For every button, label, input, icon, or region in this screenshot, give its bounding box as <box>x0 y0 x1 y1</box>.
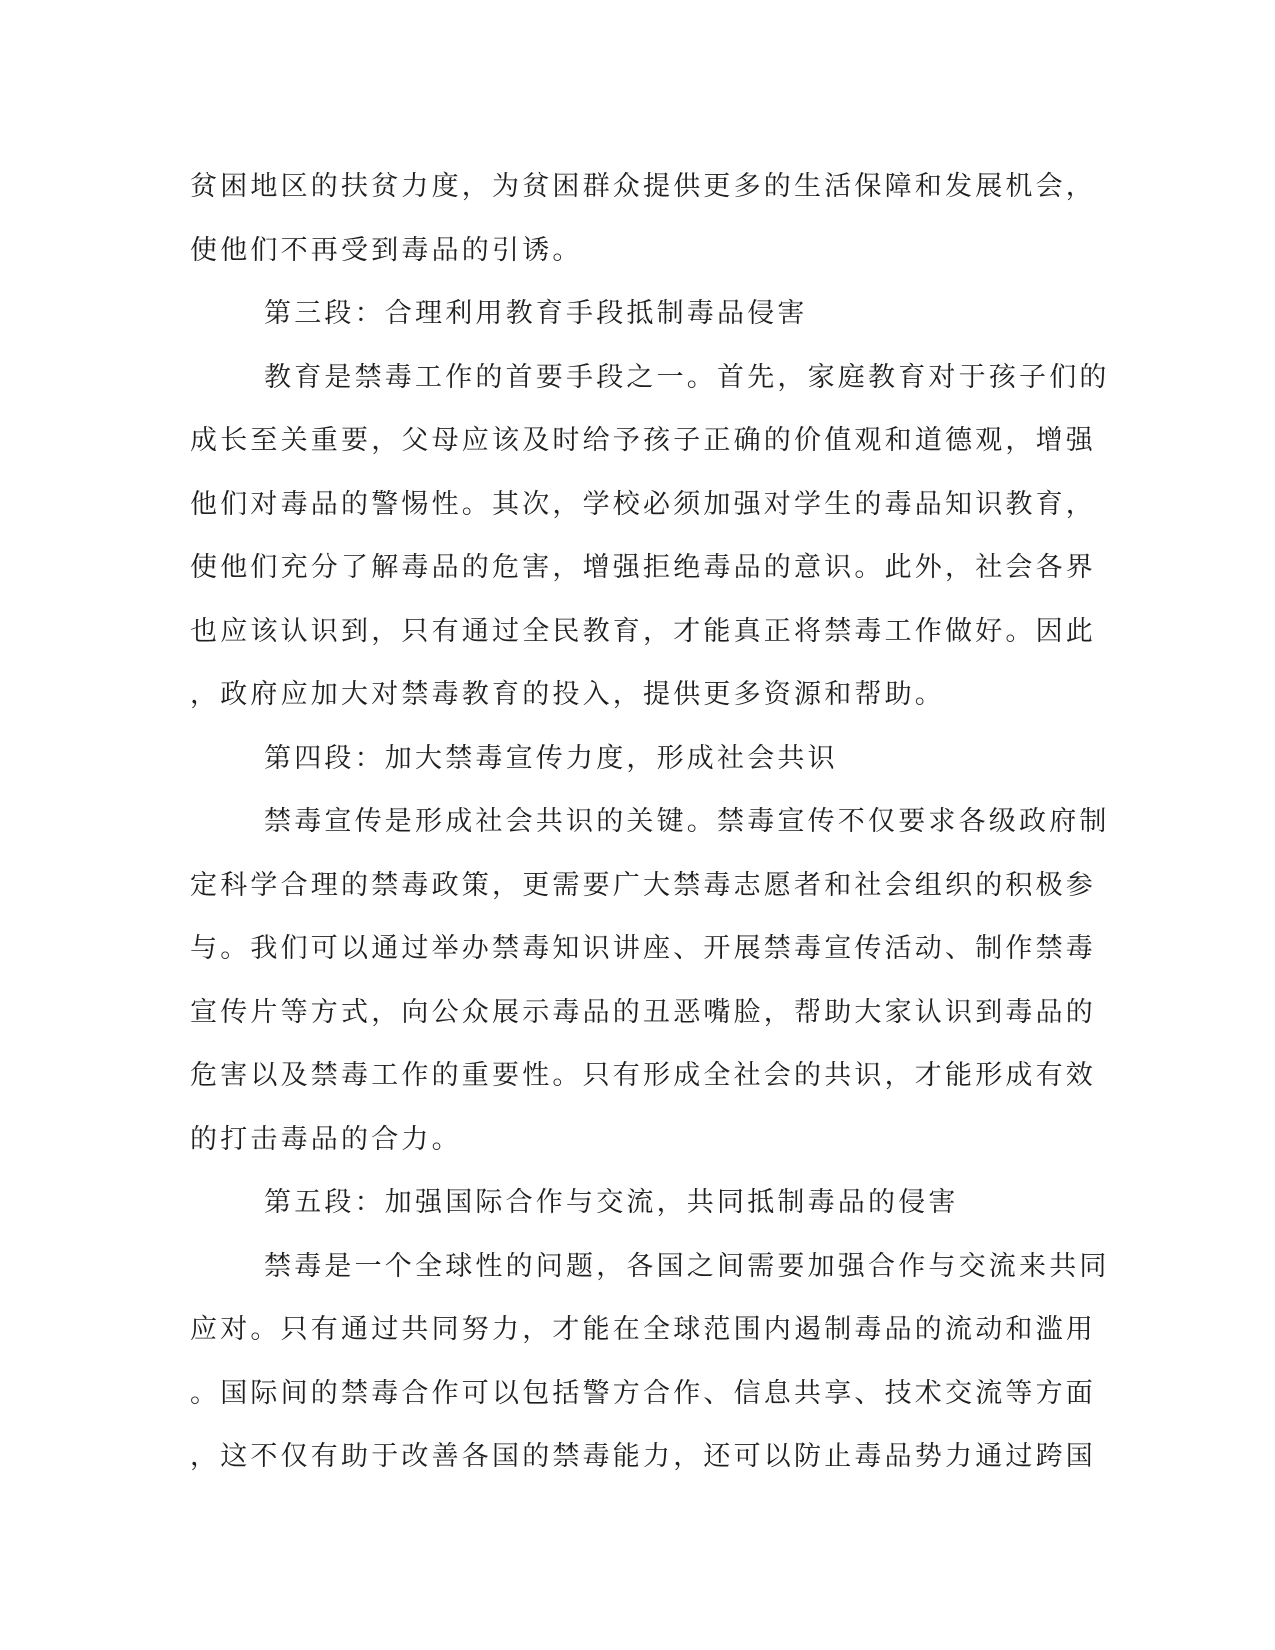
text-line: 的打击毒品的合力。 <box>190 1123 462 1155</box>
text-line: 定科学合理的禁毒政策，更需要广大禁毒志愿者和社会组织的积极参 <box>190 869 1096 901</box>
text-line: 教育是禁毒工作的首要手段之一。首先，家庭教育对于孩子们的 <box>264 361 1110 393</box>
section-heading: 第三段：合理利用教育手段抵制毒品侵害 <box>264 298 808 329</box>
text-line: ，政府应加大对禁毒教育的投入，提供更多资源和帮助。 <box>190 679 945 710</box>
text-line: 禁毒是一个全球性的问题，各国之间需要加强合作与交流来共同 <box>264 1250 1110 1282</box>
text-line: 他们对毒品的警惕性。其次，学校必须加强对学生的毒品知识教育， <box>190 488 1096 520</box>
section-heading: 第四段：加大禁毒宣传力度，形成社会共识 <box>264 742 838 774</box>
document-body <box>190 155 1110 1489</box>
text-line: 与。我们可以通过举办禁毒知识讲座、开展禁毒宣传活动、制作禁毒 <box>190 933 1096 964</box>
text-line: 贫困地区的扶贫力度，为贫困群众提供更多的生活保障和发展机会， <box>190 171 1096 202</box>
text-line: 应对。只有通过共同努力，才能在全球范围内遏制毒品的流动和滥用 <box>190 1314 1096 1345</box>
text-line: 使他们不再受到毒品的引诱。 <box>190 234 583 266</box>
text-line: 也应该认识到，只有通过全民教育，才能真正将禁毒工作做好。因此 <box>190 615 1096 647</box>
text-line: 禁毒宣传是形成社会共识的关键。禁毒宣传不仅要求各级政府制 <box>264 806 1110 837</box>
section-heading: 第五段：加强国际合作与交流，共同抵制毒品的侵害 <box>264 1187 959 1218</box>
text-line: 。国际间的禁毒合作可以包括警方合作、信息共享、技术交流等方面 <box>190 1377 1096 1409</box>
text-line: 宣传片等方式，向公众展示毒品的丑恶嘴脸，帮助大家认识到毒品的 <box>190 996 1096 1028</box>
text-line: 危害以及禁毒工作的重要性。只有形成全社会的共识，才能形成有效 <box>190 1060 1096 1091</box>
text-line: 使他们充分了解毒品的危害，增强拒绝毒品的意识。此外，社会各界 <box>190 552 1096 583</box>
text-line: ，这不仅有助于改善各国的禁毒能力，还可以防止毒品势力通过跨国 <box>190 1441 1096 1472</box>
text-line: 成长至关重要，父母应该及时给予孩子正确的价值观和道德观，增强 <box>190 425 1096 456</box>
